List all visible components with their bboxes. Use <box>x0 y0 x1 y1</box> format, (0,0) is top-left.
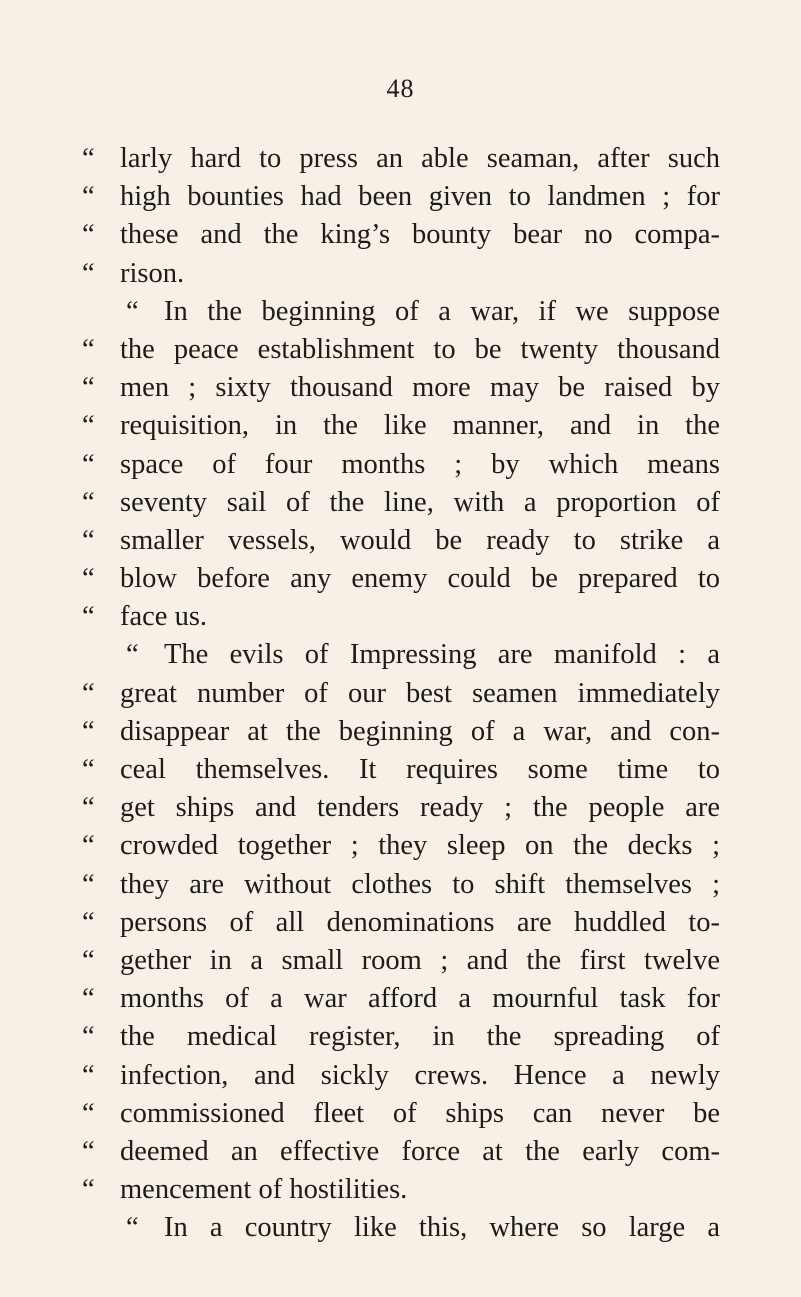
line-text: persons of all denominations are huddled to- <box>120 906 720 938</box>
text-line <box>82 1018 720 1056</box>
line-text: requisition, in the like manner, and in the <box>120 410 720 442</box>
line-text: smaller vessels, would be ready to strike a <box>120 524 720 556</box>
text-line <box>82 522 720 560</box>
quote-mark: “ <box>82 1059 95 1091</box>
line-text: disappear at the beginning of a war, and con- <box>120 715 720 747</box>
quote-mark: “ <box>82 372 95 404</box>
quote-mark: “ <box>82 830 95 862</box>
line-text: face us. <box>120 601 208 633</box>
quote-mark: “ <box>82 868 95 900</box>
line-text: they are without clothes to shift themselves ; <box>120 868 720 900</box>
quote-mark: “ <box>82 257 95 289</box>
text-line <box>82 178 720 216</box>
line-text: the medical register, in the spreading of <box>120 1021 720 1053</box>
line-text: deemed an effective force at the early com- <box>120 1135 720 1167</box>
quote-mark: “ <box>126 639 139 671</box>
text-line <box>82 369 720 407</box>
quote-mark: “ <box>82 181 95 213</box>
line-text: men ; sixty thousand more may be raised by <box>120 372 720 404</box>
quote-mark: “ <box>82 754 95 785</box>
paragraph-start-line <box>82 1209 720 1247</box>
quote-mark: “ <box>82 677 95 709</box>
quote-mark: “ <box>82 601 95 633</box>
text-line <box>82 866 720 904</box>
line-text: ceal themselves. It requires some time to <box>120 754 720 785</box>
quote-mark: “ <box>82 1097 95 1129</box>
quote-mark: “ <box>82 906 95 938</box>
paragraph-start-line <box>82 636 720 674</box>
text-line <box>82 980 720 1018</box>
quote-mark: “ <box>82 792 95 824</box>
line-text: high bounties had been given to landmen ; for <box>120 181 720 213</box>
body-text <box>82 140 720 1247</box>
line-text: The evils of Impressing are manifold : a <box>164 639 720 671</box>
text-line <box>82 942 720 980</box>
line-text: the peace establishment to be twenty thousand <box>120 333 720 365</box>
line-text: commissioned fleet of ships can never be <box>120 1097 720 1129</box>
text-line <box>82 827 720 865</box>
text-line <box>82 598 720 636</box>
text-line <box>82 1171 720 1209</box>
text-line <box>82 904 720 942</box>
text-line <box>82 446 720 484</box>
line-text: In the beginning of a war, if we suppose <box>164 295 720 327</box>
line-text: months of a war afford a mournful task for <box>120 983 720 1015</box>
line-text: blow before any enemy could be prepared to <box>120 563 720 595</box>
line-text: crowded together ; they sleep on the decks ; <box>120 830 720 862</box>
quote-mark: “ <box>82 486 95 518</box>
quote-mark: “ <box>82 563 95 595</box>
quote-mark: “ <box>82 1021 95 1053</box>
line-text: mencement of hostilities. <box>120 1174 408 1206</box>
text-line <box>82 789 720 827</box>
line-text: great number of our best seamen immediately <box>120 677 720 709</box>
text-line <box>82 751 720 789</box>
quote-mark: “ <box>82 333 95 365</box>
text-line <box>82 484 720 522</box>
quote-mark: “ <box>82 1135 95 1167</box>
text-line <box>82 216 720 254</box>
line-text: larly hard to press an able seaman, after such <box>120 143 720 174</box>
quote-mark: “ <box>82 944 95 976</box>
quote-mark: “ <box>82 1174 95 1206</box>
text-line <box>82 713 720 751</box>
quote-mark: “ <box>82 219 95 251</box>
quote-mark: “ <box>82 410 95 442</box>
text-line <box>82 331 720 369</box>
text-line <box>82 140 720 178</box>
text-line <box>82 560 720 598</box>
quote-mark: “ <box>82 524 95 556</box>
text-line <box>82 1095 720 1133</box>
text-line <box>82 407 720 445</box>
text-line <box>82 255 720 293</box>
line-text: get ships and tenders ready ; the people are <box>120 792 720 824</box>
text-line <box>82 1057 720 1095</box>
quote-mark: “ <box>126 295 139 327</box>
line-text: gether in a small room ; and the first twelve <box>120 944 720 976</box>
paragraph-start-line <box>82 293 720 331</box>
line-text: space of four months ; by which means <box>120 448 720 480</box>
quote-mark: “ <box>82 983 95 1015</box>
quote-mark: “ <box>82 143 95 174</box>
line-text: rison. <box>120 257 185 289</box>
line-text: infection, and sickly crews. Hence a newly <box>120 1059 720 1091</box>
line-text: seventy sail of the line, with a proportion of <box>120 486 720 518</box>
quote-mark: “ <box>82 715 95 747</box>
line-text: these and the king’s bounty bear no compa- <box>120 219 720 251</box>
quote-mark: “ <box>126 1212 139 1244</box>
page-number: 48 <box>386 74 415 103</box>
text-line <box>82 675 720 713</box>
line-text: In a country like this, where so large a <box>164 1212 720 1244</box>
text-line <box>82 1133 720 1171</box>
quote-mark: “ <box>82 448 95 480</box>
